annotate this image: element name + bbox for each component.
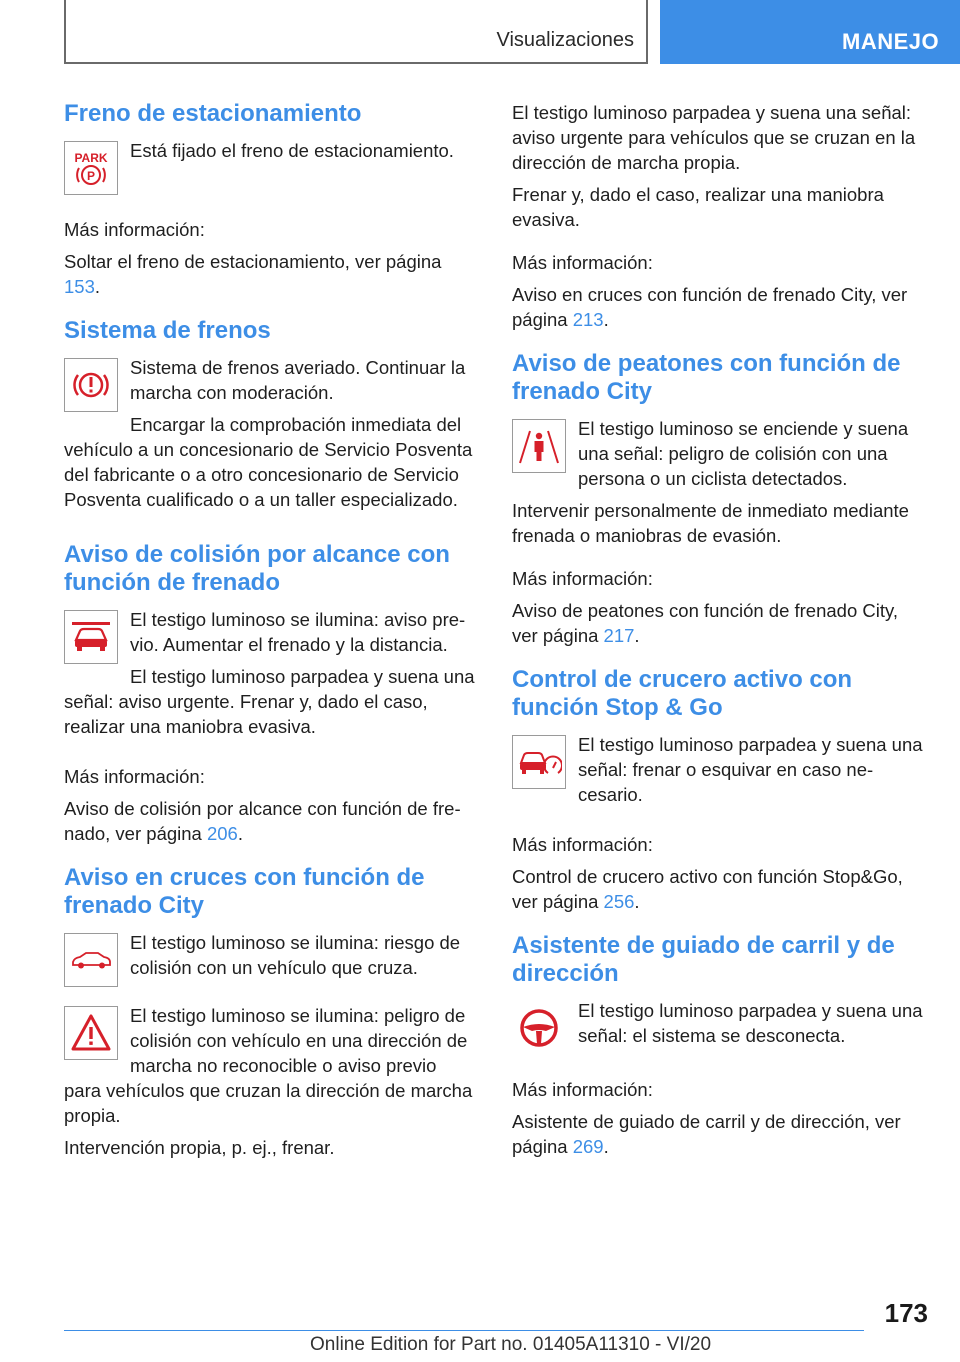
- more-info-label: Más información:: [512, 834, 653, 855]
- reference-paragraph: Aviso de colisión por alcance con función de frenado, ver página 206.: [64, 798, 461, 844]
- more-info-label: Más información:: [512, 252, 653, 273]
- header-section-title: Visualizaciones: [496, 29, 634, 51]
- more-info-label: Más información:: [64, 766, 205, 787]
- reference-paragraph: Asistente de guiado de carril y de dirección, ver página 269.: [512, 1111, 901, 1157]
- section-title: Aviso de peatones con función de frenado City: [512, 350, 901, 405]
- park-brake-icon: [64, 141, 118, 195]
- section-title: Control de crucero activo con función Stop & Go: [512, 666, 853, 721]
- reference-paragraph: Aviso de peatones con función de frenado City, ver página 217.: [512, 600, 899, 646]
- page-number: 173: [884, 1298, 928, 1328]
- pedestrian-icon: [512, 419, 566, 473]
- paragraph: El testigo luminoso se ilumina: riesgo de colisión con un vehículo que cruza.: [130, 932, 461, 978]
- paragraph: El testigo luminoso parpadea y suena una señal: aviso urgente para vehículos que se cruzan en la dirección de marcha propia.: [512, 102, 916, 173]
- paragraph: Frenar y, dado el caso, realizar una maniobra evasiva.: [512, 184, 884, 230]
- section-parking-brake: [64, 100, 478, 299]
- left-column: [64, 100, 478, 1178]
- section-title: Freno de estacionamiento: [64, 100, 362, 127]
- reference-paragraph: Aviso en cruces con función de frenado City, ver página 213.: [512, 284, 908, 330]
- footer-divider: [64, 1330, 864, 1331]
- right-column: [512, 100, 926, 1177]
- cruise-control-icon: [512, 735, 566, 789]
- section-title: Aviso en cruces con función de frenado City: [64, 864, 425, 919]
- paragraph: El testigo luminoso parpadea y suena una señal: frenar o esquivar en caso necesario.: [578, 734, 923, 805]
- paragraph: Intervenir personalmente de inmediato mediante frenada o maniobras de evasión.: [512, 500, 909, 546]
- paragraph: Intervención propia, p. ej., frenar.: [64, 1137, 335, 1158]
- more-info-label: Más información:: [512, 1079, 653, 1100]
- page-link[interactable]: 206: [206, 823, 238, 844]
- section-active-cruise: [512, 666, 926, 914]
- section-title: Asistente de guiado de carril y de dirección: [512, 932, 895, 987]
- steering-wheel-icon: [512, 1001, 566, 1055]
- warning-triangle-icon: [64, 1006, 118, 1060]
- page-link[interactable]: 256: [603, 891, 635, 912]
- paragraph: El testigo luminoso se ilumina: peligro de colisión con vehículo en una dirección de marcha no reconocible o aviso previo para vehículos que cruzan la dirección de marcha propia.: [64, 1005, 473, 1126]
- section-front-collision: [64, 541, 478, 846]
- paragraph: Está fijado el freno de estacionamiento.: [130, 140, 454, 161]
- paragraph: Encargar la comprobación inmediata del vehículo a un concesionario de Servicio Posventa del fabricante o a otro concesionario de Servicio Posventa cualificado o a un taller especializado.: [64, 414, 473, 510]
- section-crossing-continued: [512, 100, 926, 332]
- page-link[interactable]: 213: [572, 309, 604, 330]
- footer-edition: Online Edition for Part no. 01405A11310 - VI/20: [310, 1334, 712, 1355]
- section-crossing-warning: [64, 864, 478, 1160]
- section-title: Aviso de colisión por alcance con función de frenado: [64, 541, 450, 596]
- reference-paragraph: Control de crucero activo con función Stop&Go, ver página 256.: [512, 866, 903, 912]
- more-info-label: Más información:: [512, 568, 653, 589]
- section-title: Sistema de frenos: [64, 317, 271, 344]
- header-section-box: [64, 0, 648, 64]
- section-lane-steering: [512, 932, 926, 1159]
- paragraph: Sistema de frenos averiado. Continuar la marcha con moderación.: [130, 357, 466, 403]
- paragraph: El testigo luminoso se ilumina: aviso previo. Aumentar el frenado y la distancia.: [130, 609, 466, 655]
- page-link[interactable]: 217: [603, 625, 635, 646]
- paragraph: El testigo luminoso parpadea y suena una señal: aviso urgente. Frenar y, dado el caso, realizar una maniobra evasiva.: [64, 666, 475, 737]
- page-link[interactable]: 269: [572, 1136, 604, 1157]
- paragraph: El testigo luminoso se enciende y suena una señal: peligro de colisión con una persona o un ciclista detectados.: [578, 418, 909, 489]
- page-link[interactable]: 153: [64, 276, 95, 297]
- header-chapter-tab[interactable]: MANEJO: [660, 0, 960, 64]
- front-collision-icon: [64, 610, 118, 664]
- paragraph: El testigo luminoso parpadea y suena una señal: el sistema se desconecta.: [578, 1000, 923, 1046]
- section-brake-system: [64, 317, 478, 519]
- more-info-label: Más información:: [64, 219, 205, 240]
- crossing-car-icon: [64, 933, 118, 987]
- reference-paragraph: Soltar el freno de estacionamiento, ver página 153.: [64, 251, 442, 297]
- svg-text:P: P: [86, 169, 96, 183]
- brake-system-icon: [64, 358, 118, 412]
- section-pedestrian-warning: [512, 350, 926, 648]
- svg-text:PARK: PARK: [74, 151, 108, 165]
